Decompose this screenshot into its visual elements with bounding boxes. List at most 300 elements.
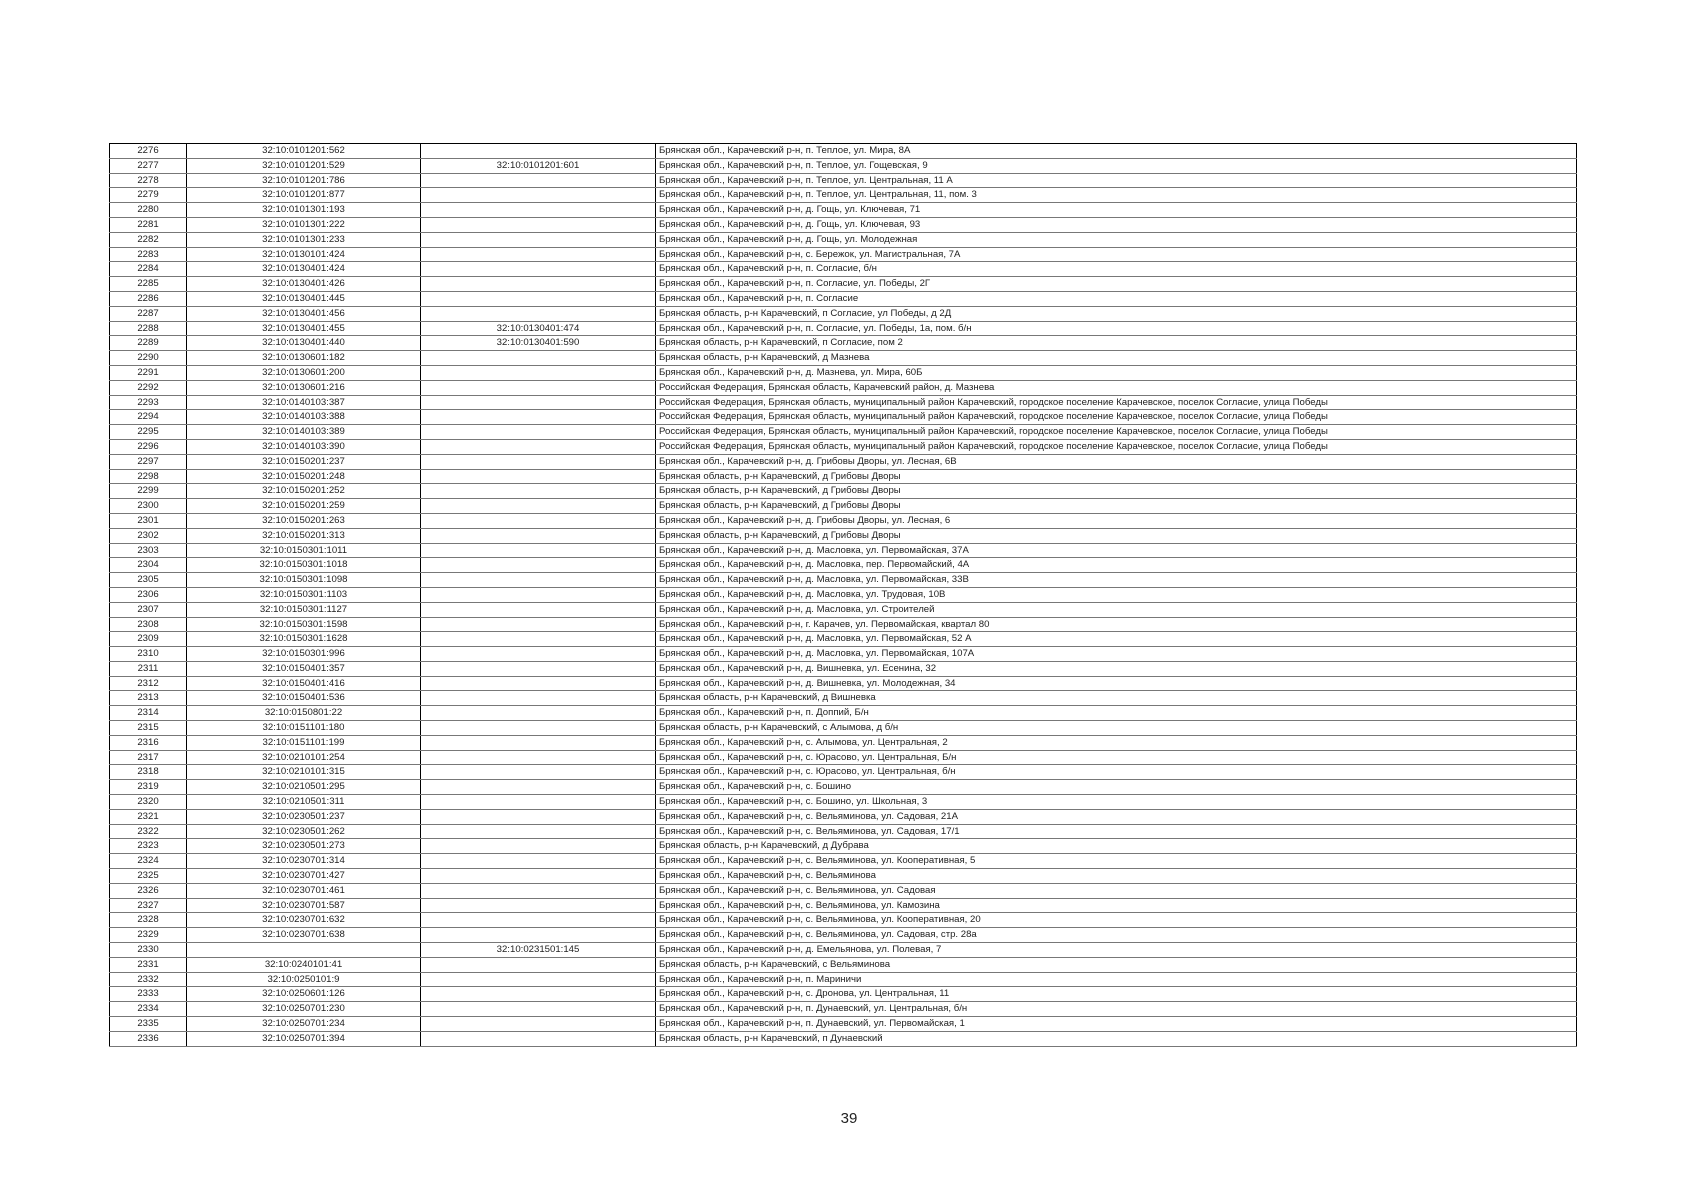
table-row	[110, 217, 1577, 232]
address-cell: Брянская область, р-н Карачевский, с Алымова, д б/н	[656, 721, 1577, 736]
address-cell: Брянская область, р-н Карачевский, д Мазнева	[656, 351, 1577, 366]
row-number-cell: 2331	[110, 957, 187, 972]
table-row	[110, 144, 1577, 159]
row-number-cell: 2279	[110, 188, 187, 203]
address-cell: Брянская обл., Карачевский р-н, д. Емельянова, ул. Полевая, 7	[656, 943, 1577, 958]
cadastral-number-cell: 32:10:0130401:440	[187, 336, 421, 351]
cadastral-number-cell: 32:10:0130601:216	[187, 380, 421, 395]
cadastral-number-cell	[187, 943, 421, 958]
page-number: 39	[840, 1110, 858, 1127]
table-row	[110, 647, 1577, 662]
row-number-cell: 2336	[110, 1031, 187, 1046]
related-cadastral-number-cell	[421, 676, 656, 691]
table-row	[110, 262, 1577, 277]
related-cadastral-number-cell	[421, 558, 656, 573]
table-row	[110, 365, 1577, 380]
table-row	[110, 203, 1577, 218]
table-row	[110, 632, 1577, 647]
row-number-cell: 2294	[110, 410, 187, 425]
address-cell: Брянская обл., Карачевский р-н, с. Вельяминова	[656, 869, 1577, 884]
row-number-cell: 2326	[110, 883, 187, 898]
address-cell: Брянская обл., Карачевский р-н, с. Юрасово, ул. Центральная, Б/н	[656, 750, 1577, 765]
related-cadastral-number-cell	[421, 410, 656, 425]
related-cadastral-number-cell	[421, 721, 656, 736]
cadastral-number-cell: 32:10:0150401:536	[187, 691, 421, 706]
cadastral-number-cell: 32:10:0150401:416	[187, 676, 421, 691]
row-number-cell: 2325	[110, 869, 187, 884]
cadastral-number-cell: 32:10:0250701:234	[187, 1017, 421, 1032]
row-number-cell: 2285	[110, 277, 187, 292]
cadastral-number-cell: 32:10:0230501:273	[187, 839, 421, 854]
address-cell: Брянская обл., Карачевский р-н, д. Мазнева, ул. Мира, 60Б	[656, 365, 1577, 380]
table-row	[110, 351, 1577, 366]
table-row	[110, 277, 1577, 292]
cadastral-number-cell: 32:10:0150301:1018	[187, 558, 421, 573]
row-number-cell: 2288	[110, 321, 187, 336]
cadastral-number-cell: 32:10:0230701:638	[187, 928, 421, 943]
related-cadastral-number-cell	[421, 750, 656, 765]
row-number-cell: 2318	[110, 765, 187, 780]
related-cadastral-number-cell	[421, 1031, 656, 1046]
related-cadastral-number-cell	[421, 306, 656, 321]
table-row	[110, 765, 1577, 780]
cadastral-number-cell: 32:10:0230501:262	[187, 824, 421, 839]
related-cadastral-number-cell	[421, 365, 656, 380]
related-cadastral-number-cell	[421, 765, 656, 780]
address-cell: Российская Федерация, Брянская область, муниципальный район Карачевский, городское поселение Карачевское, поселок Согласие, улица Победы	[656, 425, 1577, 440]
address-cell: Брянская обл., Карачевский р-н, д. Масловка, пер. Первомайский, 4А	[656, 558, 1577, 573]
related-cadastral-number-cell	[421, 661, 656, 676]
address-cell: Брянская обл., Карачевский р-н, д. Гощь, ул. Молодежная	[656, 232, 1577, 247]
address-cell: Брянская область, р-н Карачевский, д Грибовы Дворы	[656, 484, 1577, 499]
row-number-cell: 2287	[110, 306, 187, 321]
related-cadastral-number-cell	[421, 469, 656, 484]
table-row	[110, 439, 1577, 454]
row-number-cell: 2290	[110, 351, 187, 366]
table-row	[110, 809, 1577, 824]
address-cell: Российская Федерация, Брянская область, муниципальный район Карачевский, городское поселение Карачевское, поселок Согласие, улица Победы	[656, 439, 1577, 454]
row-number-cell: 2307	[110, 602, 187, 617]
table-row	[110, 158, 1577, 173]
table-row	[110, 395, 1577, 410]
address-cell: Брянская обл., Карачевский р-н, д. Масловка, ул. Трудовая, 10В	[656, 587, 1577, 602]
table-row	[110, 321, 1577, 336]
table-row	[110, 454, 1577, 469]
related-cadastral-number-cell	[421, 277, 656, 292]
related-cadastral-number-cell	[421, 691, 656, 706]
row-number-cell: 2305	[110, 573, 187, 588]
related-cadastral-number-cell	[421, 898, 656, 913]
related-cadastral-number-cell	[421, 795, 656, 810]
address-cell: Брянская обл., Карачевский р-н, п. Согласие, ул. Победы, 1а, пом. б/н	[656, 321, 1577, 336]
address-cell: Брянская обл., Карачевский р-н, с. Вельяминова, ул. Садовая, 17/1	[656, 824, 1577, 839]
table-row	[110, 173, 1577, 188]
cadastral-number-cell: 32:10:0101301:233	[187, 232, 421, 247]
row-number-cell: 2276	[110, 144, 187, 159]
cadastral-number-cell: 32:10:0240101:41	[187, 957, 421, 972]
address-cell: Брянская обл., Карачевский р-н, д. Гощь, ул. Ключевая, 71	[656, 203, 1577, 218]
address-cell: Российская Федерация, Брянская область, муниципальный район Карачевский, городское поселение Карачевское, поселок Согласие, улица Победы	[656, 410, 1577, 425]
related-cadastral-number-cell	[421, 217, 656, 232]
related-cadastral-number-cell	[421, 632, 656, 647]
table-row	[110, 780, 1577, 795]
address-cell: Брянская обл., Карачевский р-н, п. Теплое, ул. Мира, 8А	[656, 144, 1577, 159]
address-cell: Брянская область, р-н Карачевский, п Согласие, ул Победы, д 2Д	[656, 306, 1577, 321]
table-row	[110, 898, 1577, 913]
row-number-cell: 2301	[110, 513, 187, 528]
cadastral-number-cell: 32:10:0230701:461	[187, 883, 421, 898]
address-cell: Брянская область, р-н Карачевский, д Дубрава	[656, 839, 1577, 854]
cadastral-number-cell: 32:10:0101201:562	[187, 144, 421, 159]
row-number-cell: 2320	[110, 795, 187, 810]
cadastral-number-cell: 32:10:0101301:222	[187, 217, 421, 232]
cadastral-number-cell: 32:10:0101201:877	[187, 188, 421, 203]
row-number-cell: 2286	[110, 291, 187, 306]
address-cell: Брянская обл., Карачевский р-н, п. Доппий, Б/н	[656, 706, 1577, 721]
related-cadastral-number-cell	[421, 351, 656, 366]
cadastral-number-cell: 32:10:0130101:424	[187, 247, 421, 262]
cadastral-number-cell: 32:10:0230701:632	[187, 913, 421, 928]
cadastral-number-cell: 32:10:0130401:456	[187, 306, 421, 321]
table-row	[110, 425, 1577, 440]
row-number-cell: 2330	[110, 943, 187, 958]
cadastral-number-cell: 32:10:0130601:182	[187, 351, 421, 366]
cadastral-number-cell: 32:10:0230701:314	[187, 854, 421, 869]
cadastral-number-cell: 32:10:0140103:390	[187, 439, 421, 454]
table-row	[110, 528, 1577, 543]
table-row	[110, 824, 1577, 839]
row-number-cell: 2292	[110, 380, 187, 395]
row-number-cell: 2327	[110, 898, 187, 913]
related-cadastral-number-cell	[421, 587, 656, 602]
row-number-cell: 2311	[110, 661, 187, 676]
table-row	[110, 1031, 1577, 1046]
table-row	[110, 691, 1577, 706]
row-number-cell: 2314	[110, 706, 187, 721]
address-cell: Брянская обл., Карачевский р-н, д. Грибовы Дворы, ул. Лесная, 6	[656, 513, 1577, 528]
address-cell: Брянская обл., Карачевский р-н, с. Юрасово, ул. Центральная, б/н	[656, 765, 1577, 780]
table-row	[110, 1017, 1577, 1032]
cadastral-number-cell: 32:10:0150301:1628	[187, 632, 421, 647]
cadastral-number-cell: 32:10:0150201:259	[187, 499, 421, 514]
related-cadastral-number-cell	[421, 809, 656, 824]
related-cadastral-number-cell	[421, 883, 656, 898]
table-row	[110, 587, 1577, 602]
table-row	[110, 513, 1577, 528]
table-row	[110, 484, 1577, 499]
address-cell: Брянская область, р-н Карачевский, д Грибовы Дворы	[656, 528, 1577, 543]
cadastral-number-cell: 32:10:0150301:1098	[187, 573, 421, 588]
related-cadastral-number-cell	[421, 262, 656, 277]
related-cadastral-number-cell	[421, 173, 656, 188]
cadastral-number-cell: 32:10:0150201:313	[187, 528, 421, 543]
row-number-cell: 2319	[110, 780, 187, 795]
table-row	[110, 957, 1577, 972]
row-number-cell: 2282	[110, 232, 187, 247]
cadastral-number-cell: 32:10:0250601:126	[187, 987, 421, 1002]
row-number-cell: 2293	[110, 395, 187, 410]
table-row	[110, 676, 1577, 691]
related-cadastral-number-cell: 32:10:0130401:590	[421, 336, 656, 351]
table-row	[110, 943, 1577, 958]
cadastral-number-cell: 32:10:0101301:193	[187, 203, 421, 218]
related-cadastral-number-cell	[421, 484, 656, 499]
related-cadastral-number-cell	[421, 957, 656, 972]
cadastral-number-cell: 32:10:0130401:426	[187, 277, 421, 292]
address-cell: Брянская обл., Карачевский р-н, д. Масловка, ул. Строителей	[656, 602, 1577, 617]
related-cadastral-number-cell	[421, 780, 656, 795]
address-cell: Брянская обл., Карачевский р-н, д. Масловка, ул. Первомайская, 37А	[656, 543, 1577, 558]
cadastral-number-cell: 32:10:0210501:295	[187, 780, 421, 795]
row-number-cell: 2313	[110, 691, 187, 706]
related-cadastral-number-cell	[421, 380, 656, 395]
table-row	[110, 558, 1577, 573]
row-number-cell: 2302	[110, 528, 187, 543]
table-row	[110, 913, 1577, 928]
address-cell: Брянская область, р-н Карачевский, д Грибовы Дворы	[656, 499, 1577, 514]
row-number-cell: 2310	[110, 647, 187, 662]
table-row	[110, 499, 1577, 514]
address-cell: Российская Федерация, Брянская область, Карачевский район, д. Мазнева	[656, 380, 1577, 395]
row-number-cell: 2321	[110, 809, 187, 824]
address-cell: Брянская область, р-н Карачевский, д Грибовы Дворы	[656, 469, 1577, 484]
cadastral-number-cell: 32:10:0210501:311	[187, 795, 421, 810]
table-row	[110, 336, 1577, 351]
address-cell: Брянская обл., Карачевский р-н, д. Грибовы Дворы, ул. Лесная, 6В	[656, 454, 1577, 469]
related-cadastral-number-cell	[421, 854, 656, 869]
related-cadastral-number-cell	[421, 1002, 656, 1017]
related-cadastral-number-cell	[421, 513, 656, 528]
address-cell: Брянская обл., Карачевский р-н, п. Дунаевский, ул. Центральная, б/н	[656, 1002, 1577, 1017]
address-cell: Брянская обл., Карачевский р-н, г. Карачев, ул. Первомайская, квартал 80	[656, 617, 1577, 632]
table-row	[110, 972, 1577, 987]
row-number-cell: 2324	[110, 854, 187, 869]
row-number-cell: 2333	[110, 987, 187, 1002]
row-number-cell: 2317	[110, 750, 187, 765]
cadastral-number-cell: 32:10:0150201:263	[187, 513, 421, 528]
cadastral-number-cell: 32:10:0140103:388	[187, 410, 421, 425]
address-cell: Брянская область, р-н Карачевский, с Вельяминова	[656, 957, 1577, 972]
address-cell: Российская Федерация, Брянская область, муниципальный район Карачевский, городское поселение Карачевское, поселок Согласие, улица Победы	[656, 395, 1577, 410]
related-cadastral-number-cell	[421, 291, 656, 306]
cadastral-number-cell: 32:10:0250701:230	[187, 1002, 421, 1017]
related-cadastral-number-cell	[421, 188, 656, 203]
address-cell: Брянская область, р-н Карачевский, п Согласие, пом 2	[656, 336, 1577, 351]
related-cadastral-number-cell	[421, 573, 656, 588]
table-row	[110, 306, 1577, 321]
address-cell: Брянская обл., Карачевский р-н, с. Вельяминова, ул. Садовая, 21А	[656, 809, 1577, 824]
row-number-cell: 2309	[110, 632, 187, 647]
address-cell: Брянская обл., Карачевский р-н, п. Согласие	[656, 291, 1577, 306]
table-row	[110, 987, 1577, 1002]
address-cell: Брянская обл., Карачевский р-н, с. Бережок, ул. Магистральная, 7А	[656, 247, 1577, 262]
cadastral-number-cell: 32:10:0210101:315	[187, 765, 421, 780]
table-row	[110, 380, 1577, 395]
table-row	[110, 661, 1577, 676]
table-row	[110, 883, 1577, 898]
address-cell: Брянская обл., Карачевский р-н, д. Масловка, ул. Первомайская, 107А	[656, 647, 1577, 662]
related-cadastral-number-cell	[421, 706, 656, 721]
row-number-cell: 2283	[110, 247, 187, 262]
table-row	[110, 602, 1577, 617]
row-number-cell: 2291	[110, 365, 187, 380]
address-cell: Брянская обл., Карачевский р-н, с. Бошино	[656, 780, 1577, 795]
table-row	[110, 869, 1577, 884]
row-number-cell: 2284	[110, 262, 187, 277]
cadastral-number-cell: 32:10:0150801:22	[187, 706, 421, 721]
related-cadastral-number-cell: 32:10:0231501:145	[421, 943, 656, 958]
cadastral-number-cell: 32:10:0150301:1127	[187, 602, 421, 617]
row-number-cell: 2299	[110, 484, 187, 499]
table-row	[110, 291, 1577, 306]
row-number-cell: 2306	[110, 587, 187, 602]
related-cadastral-number-cell	[421, 395, 656, 410]
row-number-cell: 2334	[110, 1002, 187, 1017]
cadastral-number-cell: 32:10:0130401:445	[187, 291, 421, 306]
table-row	[110, 795, 1577, 810]
related-cadastral-number-cell	[421, 647, 656, 662]
related-cadastral-number-cell	[421, 824, 656, 839]
cadastral-number-cell: 32:10:0210101:254	[187, 750, 421, 765]
cadastral-number-cell: 32:10:0150301:1598	[187, 617, 421, 632]
related-cadastral-number-cell	[421, 543, 656, 558]
related-cadastral-number-cell	[421, 247, 656, 262]
cadastral-number-cell: 32:10:0150201:252	[187, 484, 421, 499]
row-number-cell: 2312	[110, 676, 187, 691]
cadastral-number-cell: 32:10:0250101:9	[187, 972, 421, 987]
row-number-cell: 2304	[110, 558, 187, 573]
table-row	[110, 928, 1577, 943]
related-cadastral-number-cell	[421, 499, 656, 514]
related-cadastral-number-cell: 32:10:0130401:474	[421, 321, 656, 336]
address-cell: Брянская обл., Карачевский р-н, д. Вишневка, ул. Есенина, 32	[656, 661, 1577, 676]
cadastral-number-cell: 32:10:0101201:529	[187, 158, 421, 173]
row-number-cell: 2295	[110, 425, 187, 440]
address-cell: Брянская обл., Карачевский р-н, п. Согласие, ул. Победы, 2Г	[656, 277, 1577, 292]
related-cadastral-number-cell	[421, 869, 656, 884]
address-cell: Брянская обл., Карачевский р-н, с. Вельяминова, ул. Садовая, стр. 28а	[656, 928, 1577, 943]
cadastral-number-cell: 32:10:0150301:1011	[187, 543, 421, 558]
row-number-cell: 2280	[110, 203, 187, 218]
related-cadastral-number-cell	[421, 528, 656, 543]
related-cadastral-number-cell	[421, 439, 656, 454]
table-row	[110, 706, 1577, 721]
address-cell: Брянская обл., Карачевский р-н, д. Гощь, ул. Ключевая, 93	[656, 217, 1577, 232]
related-cadastral-number-cell	[421, 454, 656, 469]
address-cell: Брянская обл., Карачевский р-н, с. Вельяминова, ул. Садовая	[656, 883, 1577, 898]
row-number-cell: 2315	[110, 721, 187, 736]
table-row	[110, 247, 1577, 262]
related-cadastral-number-cell	[421, 1017, 656, 1032]
table-row	[110, 735, 1577, 750]
related-cadastral-number-cell	[421, 425, 656, 440]
table-row	[110, 839, 1577, 854]
address-cell: Брянская обл., Карачевский р-н, с. Вельяминова, ул. Камозина	[656, 898, 1577, 913]
cadastral-number-cell: 32:10:0130601:200	[187, 365, 421, 380]
address-cell: Брянская обл., Карачевский р-н, д. Масловка, ул. Первомайская, 33В	[656, 573, 1577, 588]
table-row	[110, 410, 1577, 425]
cadastral-number-cell: 32:10:0130401:424	[187, 262, 421, 277]
cadastral-table	[109, 143, 1577, 1047]
cadastral-number-cell: 32:10:0140103:387	[187, 395, 421, 410]
address-cell: Брянская область, р-н Карачевский, д Вишневка	[656, 691, 1577, 706]
cadastral-number-cell: 32:10:0140103:389	[187, 425, 421, 440]
row-number-cell: 2328	[110, 913, 187, 928]
address-cell: Брянская обл., Карачевский р-н, п. Теплое, ул. Центральная, 11, пом. 3	[656, 188, 1577, 203]
cadastral-number-cell: 32:10:0230701:587	[187, 898, 421, 913]
related-cadastral-number-cell	[421, 928, 656, 943]
table-row	[110, 721, 1577, 736]
address-cell: Брянская обл., Карачевский р-н, с. Дронова, ул. Центральная, 11	[656, 987, 1577, 1002]
table-row	[110, 188, 1577, 203]
related-cadastral-number-cell	[421, 602, 656, 617]
address-cell: Брянская обл., Карачевский р-н, с. Бошино, ул. Школьная, 3	[656, 795, 1577, 810]
row-number-cell: 2308	[110, 617, 187, 632]
cadastral-number-cell: 32:10:0230501:237	[187, 809, 421, 824]
table-row	[110, 469, 1577, 484]
related-cadastral-number-cell	[421, 913, 656, 928]
table-row	[110, 232, 1577, 247]
related-cadastral-number-cell	[421, 735, 656, 750]
related-cadastral-number-cell	[421, 203, 656, 218]
table-row	[110, 750, 1577, 765]
cadastral-number-cell: 32:10:0151101:180	[187, 721, 421, 736]
table-row	[110, 573, 1577, 588]
row-number-cell: 2300	[110, 499, 187, 514]
cadastral-number-cell: 32:10:0150201:248	[187, 469, 421, 484]
table-body	[110, 144, 1577, 1047]
row-number-cell: 2297	[110, 454, 187, 469]
address-cell: Брянская обл., Карачевский р-н, п. Теплое, ул. Центральная, 11 А	[656, 173, 1577, 188]
row-number-cell: 2296	[110, 439, 187, 454]
cadastral-number-cell: 32:10:0150401:357	[187, 661, 421, 676]
cadastral-number-cell: 32:10:0230701:427	[187, 869, 421, 884]
cadastral-number-cell: 32:10:0150201:237	[187, 454, 421, 469]
row-number-cell: 2303	[110, 543, 187, 558]
address-cell: Брянская обл., Карачевский р-н, с. Вельяминова, ул. Кооперативная, 20	[656, 913, 1577, 928]
row-number-cell: 2332	[110, 972, 187, 987]
address-cell: Брянская обл., Карачевский р-н, с. Вельяминова, ул. Кооперативная, 5	[656, 854, 1577, 869]
related-cadastral-number-cell	[421, 972, 656, 987]
address-cell: Брянская обл., Карачевский р-н, д. Вишневка, ул. Молодежная, 34	[656, 676, 1577, 691]
address-cell: Брянская обл., Карачевский р-н, с. Алымова, ул. Центральная, 2	[656, 735, 1577, 750]
related-cadastral-number-cell	[421, 987, 656, 1002]
related-cadastral-number-cell	[421, 232, 656, 247]
row-number-cell: 2322	[110, 824, 187, 839]
cadastral-number-cell: 32:10:0151101:199	[187, 735, 421, 750]
related-cadastral-number-cell: 32:10:0101201:601	[421, 158, 656, 173]
cadastral-number-cell: 32:10:0150301:996	[187, 647, 421, 662]
address-cell: Брянская обл., Карачевский р-н, п. Согласие, б/н	[656, 262, 1577, 277]
row-number-cell: 2278	[110, 173, 187, 188]
row-number-cell: 2289	[110, 336, 187, 351]
address-cell: Брянская обл., Карачевский р-н, п. Дунаевский, ул. Первомайская, 1	[656, 1017, 1577, 1032]
cadastral-number-cell: 32:10:0250701:394	[187, 1031, 421, 1046]
row-number-cell: 2298	[110, 469, 187, 484]
row-number-cell: 2323	[110, 839, 187, 854]
related-cadastral-number-cell	[421, 144, 656, 159]
row-number-cell: 2329	[110, 928, 187, 943]
related-cadastral-number-cell	[421, 617, 656, 632]
row-number-cell: 2335	[110, 1017, 187, 1032]
table-row	[110, 617, 1577, 632]
row-number-cell: 2316	[110, 735, 187, 750]
address-cell: Брянская обл., Карачевский р-н, п. Мариничи	[656, 972, 1577, 987]
related-cadastral-number-cell	[421, 839, 656, 854]
table-row	[110, 1002, 1577, 1017]
address-cell: Брянская обл., Карачевский р-н, п. Теплое, ул. Гощевская, 9	[656, 158, 1577, 173]
row-number-cell: 2281	[110, 217, 187, 232]
